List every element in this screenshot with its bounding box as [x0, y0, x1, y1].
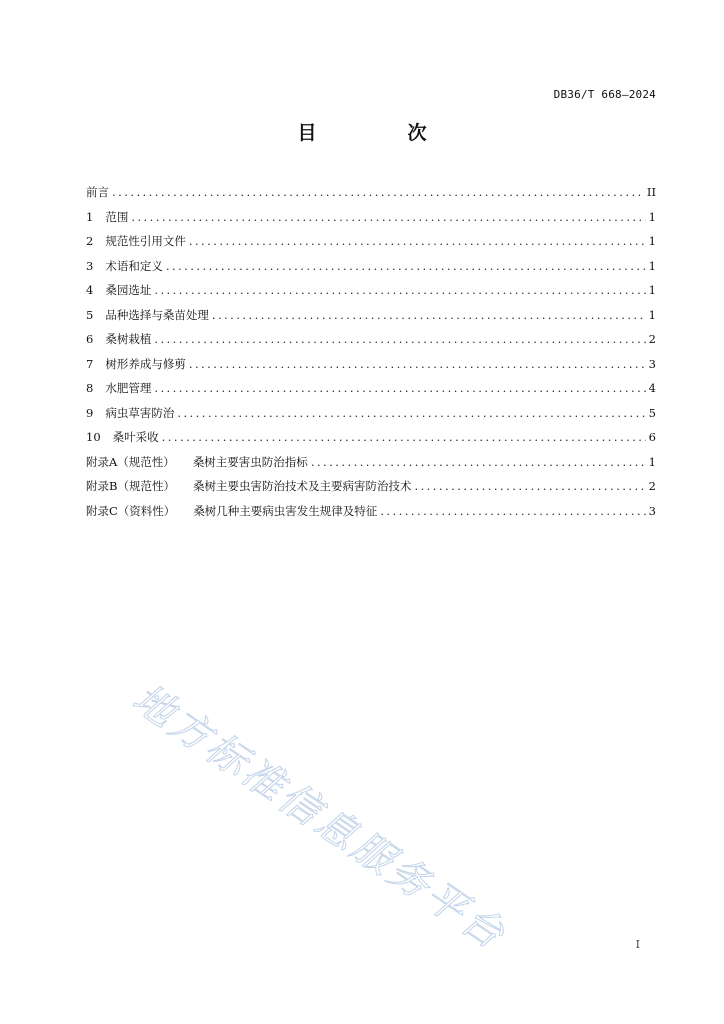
toc-entry-number: 附录A（规范性） — [86, 454, 175, 469]
toc-entry[interactable] — [86, 254, 656, 279]
toc-dot-leader — [189, 352, 646, 377]
toc-entry-number: 附录C（资料性） — [86, 503, 176, 518]
toc-entry-label: 树形养成与修剪 — [105, 356, 186, 371]
toc-entry-page: 1 — [648, 209, 656, 224]
toc-entry-label: 病虫草害防治 — [105, 405, 175, 420]
toc-entry[interactable] — [86, 229, 656, 254]
toc-entry-label: 规范性引用文件 — [105, 234, 186, 248]
toc-entry-number: 5 — [86, 307, 94, 322]
page-title: 目 次 — [297, 122, 463, 144]
toc-entry-label: 水肥管理 — [105, 381, 152, 395]
toc-entry-label: 范围 — [105, 209, 129, 224]
toc-entry[interactable] — [86, 474, 656, 499]
toc-entry-number: 9 — [86, 405, 94, 420]
toc-entry-page: 3 — [648, 356, 656, 371]
toc-entry-label: 桑树主要害虫防治指标 — [192, 454, 308, 469]
toc-entry-page: 1 — [648, 454, 656, 469]
toc-entry-number: 8 — [86, 381, 94, 395]
toc-entry-label: 桑树栽植 — [105, 332, 152, 346]
toc-dot-leader — [177, 401, 645, 426]
toc-entry-number: 附录B（规范性） — [86, 479, 175, 493]
toc-entry-page: 3 — [648, 503, 656, 518]
toc-dot-leader — [380, 499, 645, 524]
toc-entry-page: 1 — [648, 283, 656, 297]
toc-entry[interactable] — [86, 303, 656, 328]
toc-dot-leader — [212, 303, 646, 328]
toc-entry-label: 前言 — [86, 185, 109, 199]
toc-entry[interactable] — [86, 401, 656, 426]
toc-entry-page: 1 — [648, 258, 656, 273]
toc-entry[interactable] — [86, 499, 656, 524]
toc-dot-leader — [112, 180, 644, 205]
watermark: 地方标准信息服务平台 — [124, 675, 515, 960]
toc-entry-number: 7 — [86, 356, 94, 371]
toc-dot-leader — [154, 327, 645, 352]
table-of-contents — [86, 180, 656, 523]
toc-entry[interactable] — [86, 425, 656, 450]
toc-entry-number: 10 — [86, 430, 101, 444]
toc-entry-page: 5 — [648, 405, 656, 420]
toc-entry[interactable] — [86, 352, 656, 377]
toc-entry[interactable] — [86, 327, 656, 352]
toc-entry[interactable] — [86, 376, 656, 401]
toc-entry-number: 3 — [86, 258, 94, 273]
toc-entry-page: 2 — [648, 479, 656, 493]
toc-entry-number: 6 — [86, 332, 94, 346]
toc-dot-leader — [154, 376, 645, 401]
toc-entry-page: 1 — [648, 307, 656, 322]
toc-entry-page: II — [646, 185, 656, 199]
toc-entry-label: 桑树主要虫害防治技术及主要病害防治技术 — [192, 479, 412, 493]
toc-entry[interactable] — [86, 278, 656, 303]
toc-dot-leader — [166, 254, 646, 279]
toc-entry-number: 4 — [86, 283, 94, 297]
page-number: I — [635, 938, 640, 951]
toc-dot-leader — [189, 229, 646, 254]
toc-entry-page: 2 — [648, 332, 656, 346]
toc-dot-leader — [414, 474, 645, 499]
toc-entry-label: 桑叶采收 — [112, 430, 159, 444]
toc-entry-page: 4 — [648, 381, 656, 395]
toc-entry-label: 桑园选址 — [105, 283, 152, 297]
toc-entry-number: 1 — [86, 209, 94, 224]
document-code: DB36/T 668—2024 — [553, 88, 656, 101]
toc-dot-leader — [311, 450, 646, 475]
toc-dot-leader — [154, 278, 645, 303]
toc-dot-leader — [131, 205, 645, 230]
toc-entry[interactable] — [86, 450, 656, 475]
toc-entry[interactable] — [86, 180, 656, 205]
toc-entry-page: 1 — [648, 234, 656, 248]
toc-entry-number: 2 — [86, 234, 94, 248]
toc-entry-label: 术语和定义 — [105, 258, 163, 273]
toc-entry-page: 6 — [648, 430, 656, 444]
toc-entry-label: 品种选择与桑苗处理 — [105, 307, 209, 322]
toc-entry[interactable] — [86, 205, 656, 230]
toc-entry-label: 桑树几种主要病虫害发生规律及特征 — [193, 503, 378, 518]
toc-dot-leader — [162, 425, 646, 450]
